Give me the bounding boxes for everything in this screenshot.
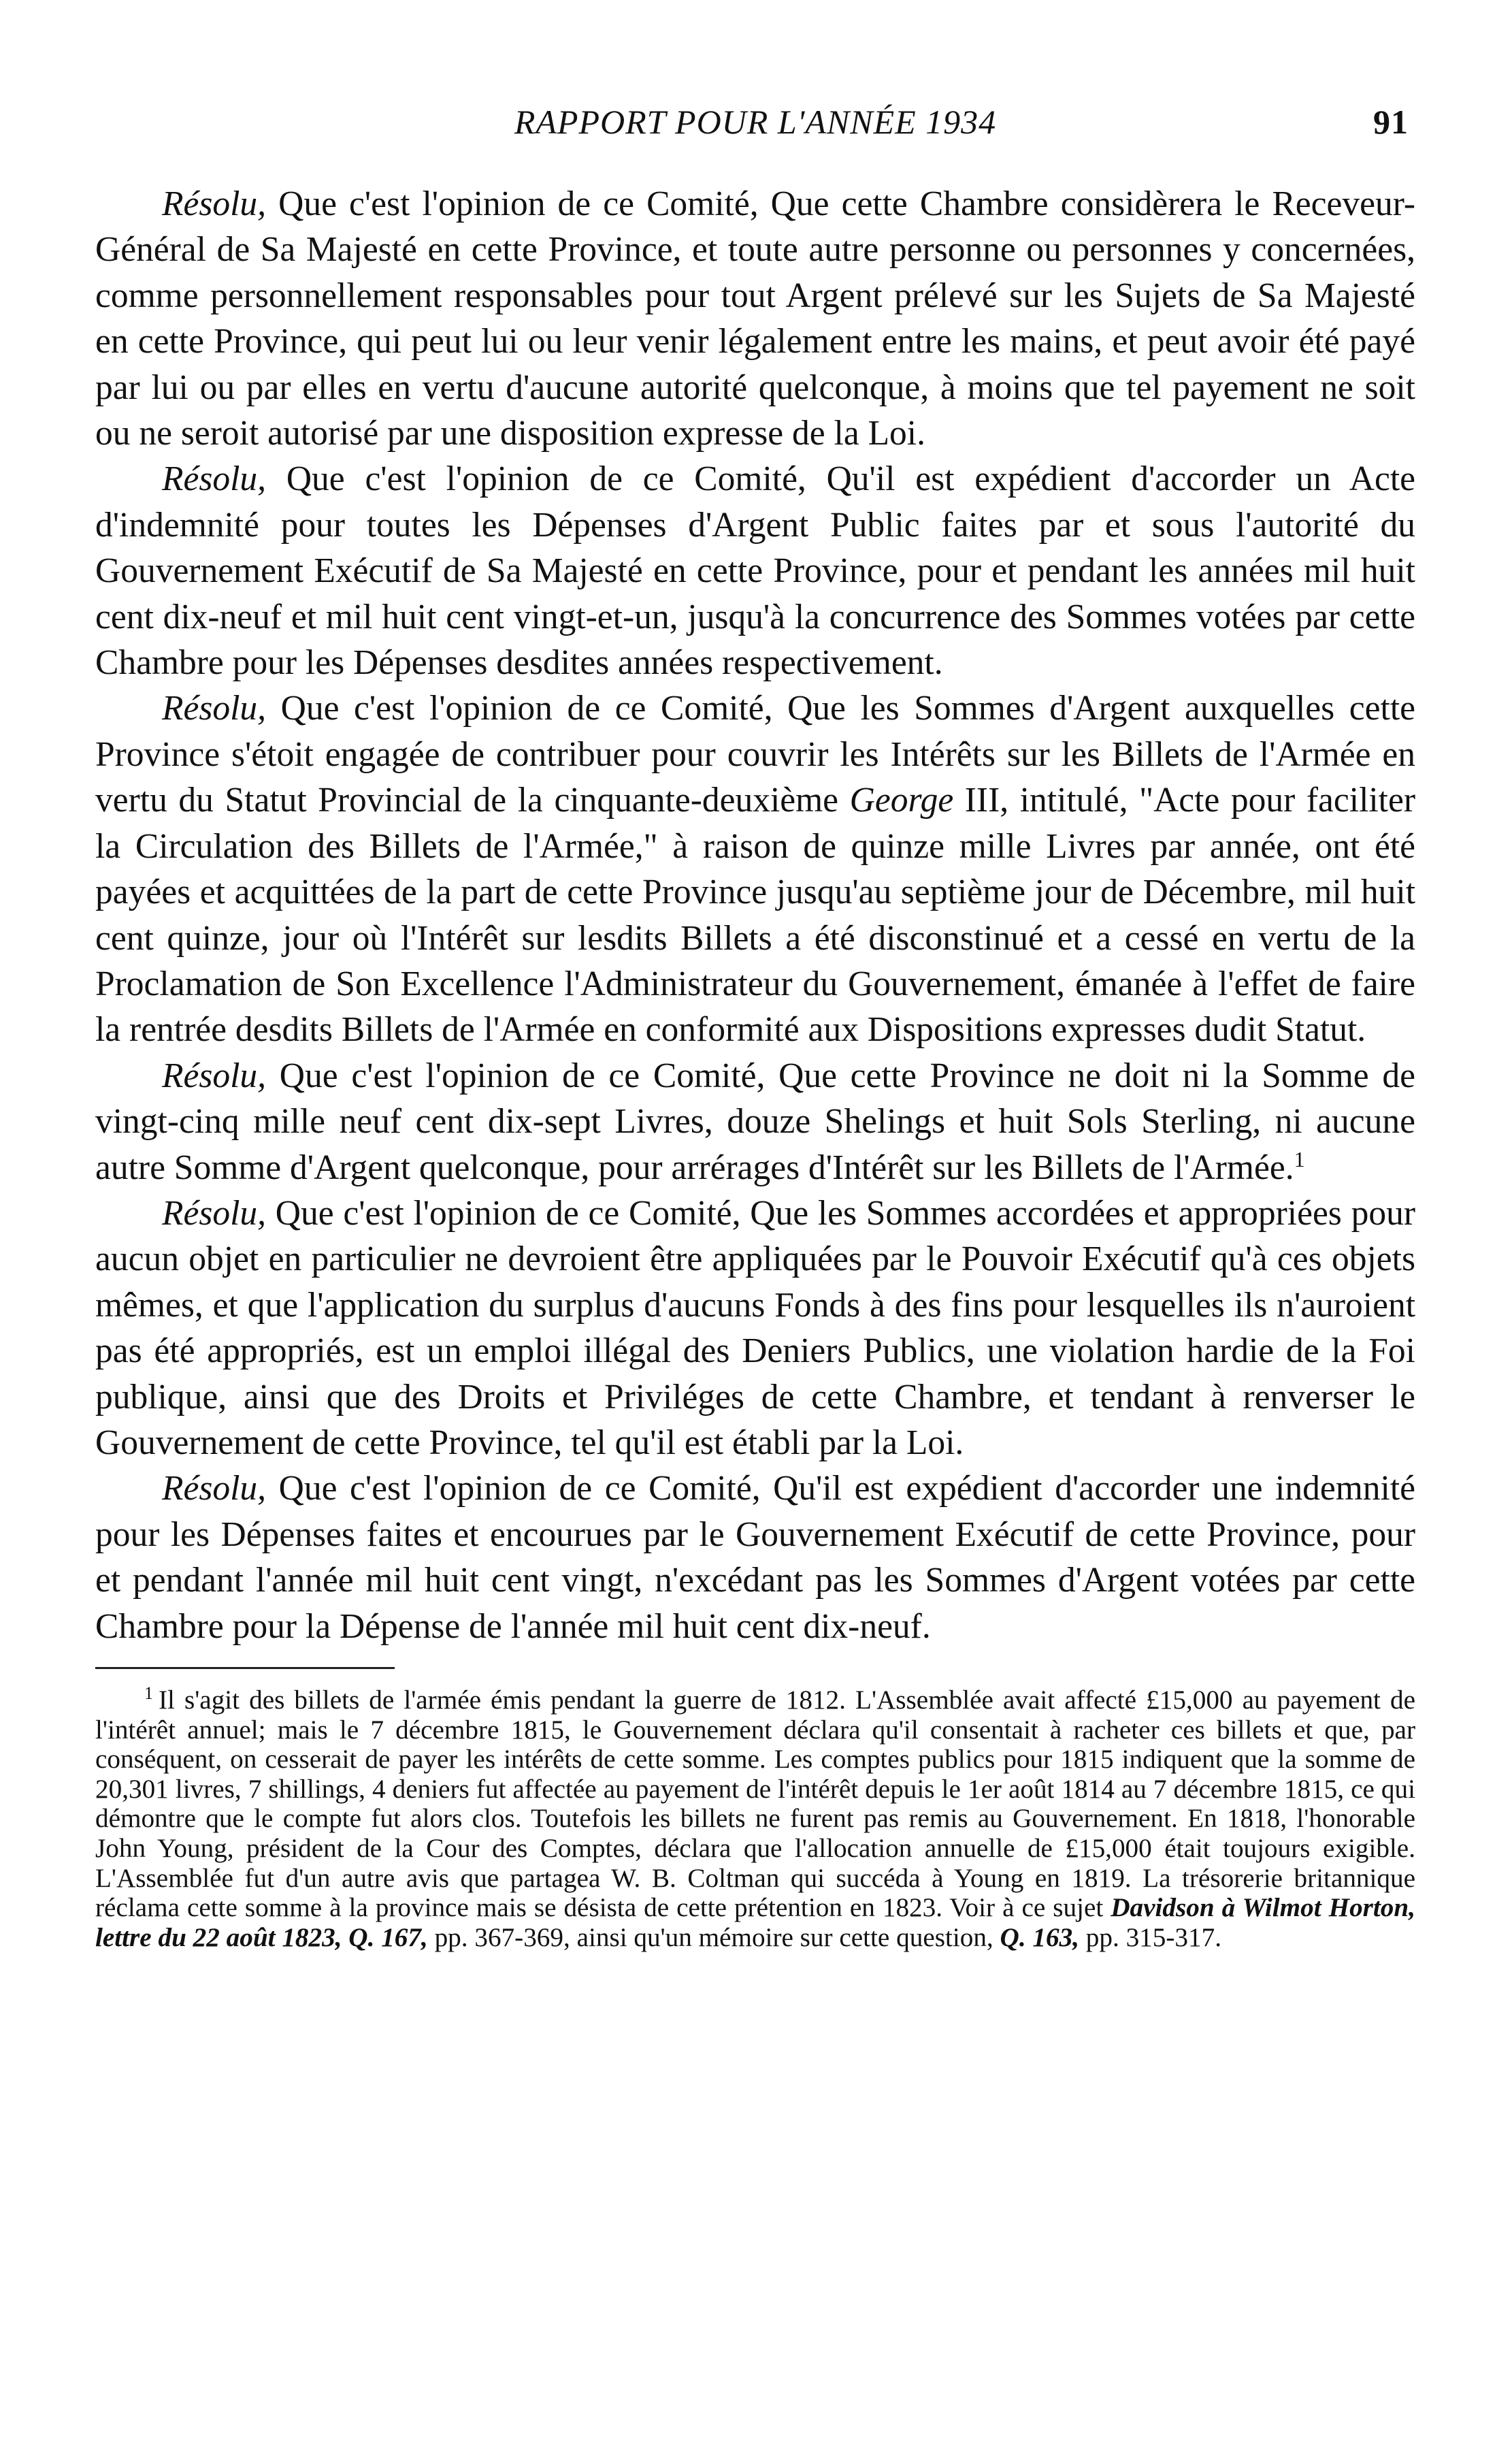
footnote-divider (95, 1667, 395, 1669)
resolution-lead: Résolu, (162, 184, 267, 223)
footnote-citation: Q. 163, (1000, 1922, 1079, 1952)
footnote-text: pp. 367-369, ainsi qu'un mémoire sur cette question, (427, 1922, 1000, 1952)
footnote-citation: Davidson à Wilmot Horton, lettre du 22 août 1823, Q. 167, (95, 1893, 1415, 1952)
paragraph-text: III, intitulé, "Acte pour faciliter la Circulation des Billets de l'Armée," à raison de quinze mille Livres par année, ont été payées et acquittées de la part de cette Province jusqu'au septième jour de Décembre, mil huit cent quinze, jour où l'Intérêt sur lesdits Billets a été disconstinué et a cessé en vertu de la Proclamation de Son Excellence l'Administrateur du Gouvernement, émanée à l'effet de faire la rentrée desdits Billets de l'Armée en conformité aux Dispositions expresses dudit Statut. (95, 781, 1415, 1050)
footnote-reference[interactable]: 1 (1294, 1146, 1305, 1171)
paragraph-text: Que c'est l'opinion de ce Comité, Que les Sommes d'Argent auxquelles cette Province s'étoit engagée de contribuer pour couvrir les Intérêts sur les Billets de l'Armée en vertu du Statut Provincial de la cinquante-deuxième (95, 689, 1415, 820)
resolution-lead: Résolu, (162, 459, 267, 499)
resolution-lead: Résolu, (162, 1193, 267, 1233)
page (95, 102, 1415, 1952)
resolution-lead: Résolu, (162, 1469, 267, 1508)
footnote (95, 1685, 1415, 1952)
resolution-lead: Résolu, (162, 1056, 267, 1095)
page-number: 91 (1373, 103, 1409, 141)
paragraph-5 (95, 1191, 1415, 1466)
paragraph-1 (95, 181, 1415, 456)
paragraph-3 (95, 685, 1415, 1052)
paragraph-text: Que c'est l'opinion de ce Comité, Qu'il est expédient d'accorder un Acte d'indemnité pour toutes les Dépenses d'Argent Public faites par et sous l'autorité du Gouvernement Exécutif de Sa Majesté en cette Province, pour et pendant les années mil huit cent dix-neuf et mil huit cent vingt-et-un, jusqu'à la concurrence des Sommes votées par cette Chambre pour les Dépenses desdites années respectivement. (95, 459, 1415, 683)
paragraph-4 (95, 1053, 1415, 1191)
paragraph-2 (95, 456, 1415, 685)
resolution-lead: Résolu, (162, 689, 267, 728)
running-title: RAPPORT POUR L'ANNÉE 1934 (514, 103, 997, 141)
running-header (95, 102, 1415, 150)
body-text (95, 181, 1415, 1649)
paragraph-text: Que c'est l'opinion de ce Comité, Que les Sommes accordées et appropriées pour aucun objet en particulier ne devroient être appliquées par le Pouvoir Exécutif qu'à ces objets mêmes, et que l'application du surplus d'aucuns Fonds à des fins pour lesquelles ils n'auroient pas été appropriés, est un emploi illégal des Deniers Publics, une violation hardie de la Foi publique, ainsi que des Droits et Priviléges de cette Chambre, et tendant à renverser le Gouvernement de cette Province, tel qu'il est établi par la Loi. (95, 1193, 1415, 1462)
italic-name: George (849, 781, 954, 820)
footnote-number: 1 (144, 1683, 153, 1703)
footnote-text: pp. 315-317. (1079, 1922, 1221, 1952)
paragraph-text: Que c'est l'opinion de ce Comité, Que cette Chambre considèrera le Receveur-Général de Sa Majesté en cette Province, et toute autre personne ou personnes y concernées, comme personnellement responsables pour tout Argent prélevé sur les Sujets de Sa Majesté en cette Province, qui peut lui ou leur venir légalement entre les mains, et peut avoir été payé par lui ou par elles en vertu d'aucune autorité quelconque, à moins que tel payement ne soit ou ne seroit autorisé par une disposition expresse de la Loi. (95, 184, 1415, 453)
paragraph-text: Que c'est l'opinion de ce Comité, Que cette Province ne doit ni la Somme de vingt-cinq mille neuf cent dix-sept Livres, douze Shelings et huit Sols Sterling, ni aucune autre Somme d'Argent quelconque, pour arrérages d'Intérêt sur les Billets de l'Armée. (95, 1056, 1415, 1187)
paragraph-text: Que c'est l'opinion de ce Comité, Qu'il est expédient d'accorder une indemnité pour les Dépenses faites et encourues par le Gouvernement Exécutif de cette Province, pour et pendant l'année mil huit cent vingt, n'excédant pas les Sommes d'Argent votées par cette Chambre pour la Dépense de l'année mil huit cent dix-neuf. (95, 1469, 1415, 1646)
paragraph-6 (95, 1466, 1415, 1649)
footnote-text: Il s'agit des billets de l'armée émis pendant la guerre de 1812. L'Assemblée avait affecté £15,000 au payement de l'intérêt annuel; mais le 7 décembre 1815, le Gouvernement déclara qu'il consentait à racheter ces billets et que, par conséquent, on cesserait de payer les intérêts de cette somme. Les comptes publics pour 1815 indiquent que la somme de 20,301 livres, 7 shillings, 4 deniers fut affectée au payement de l'intérêt depuis le 1er août 1814 au 7 décembre 1815, ce qui démontre que le compte fut alors clos. Toutefois les billets ne furent pas remis au Gouvernement. En 1818, l'honorable John Young, président de la Cour des Comptes, déclara que l'allocation annuelle de £15,000 était toujours exigible. L'Assemblée fut d'un autre avis que partagea W. B. Coltman qui succéda à Young en 1819. La trésorerie britannique réclama cette somme à la province mais se désista de cette prétention en 1823. Voir à ce sujet (95, 1685, 1415, 1923)
